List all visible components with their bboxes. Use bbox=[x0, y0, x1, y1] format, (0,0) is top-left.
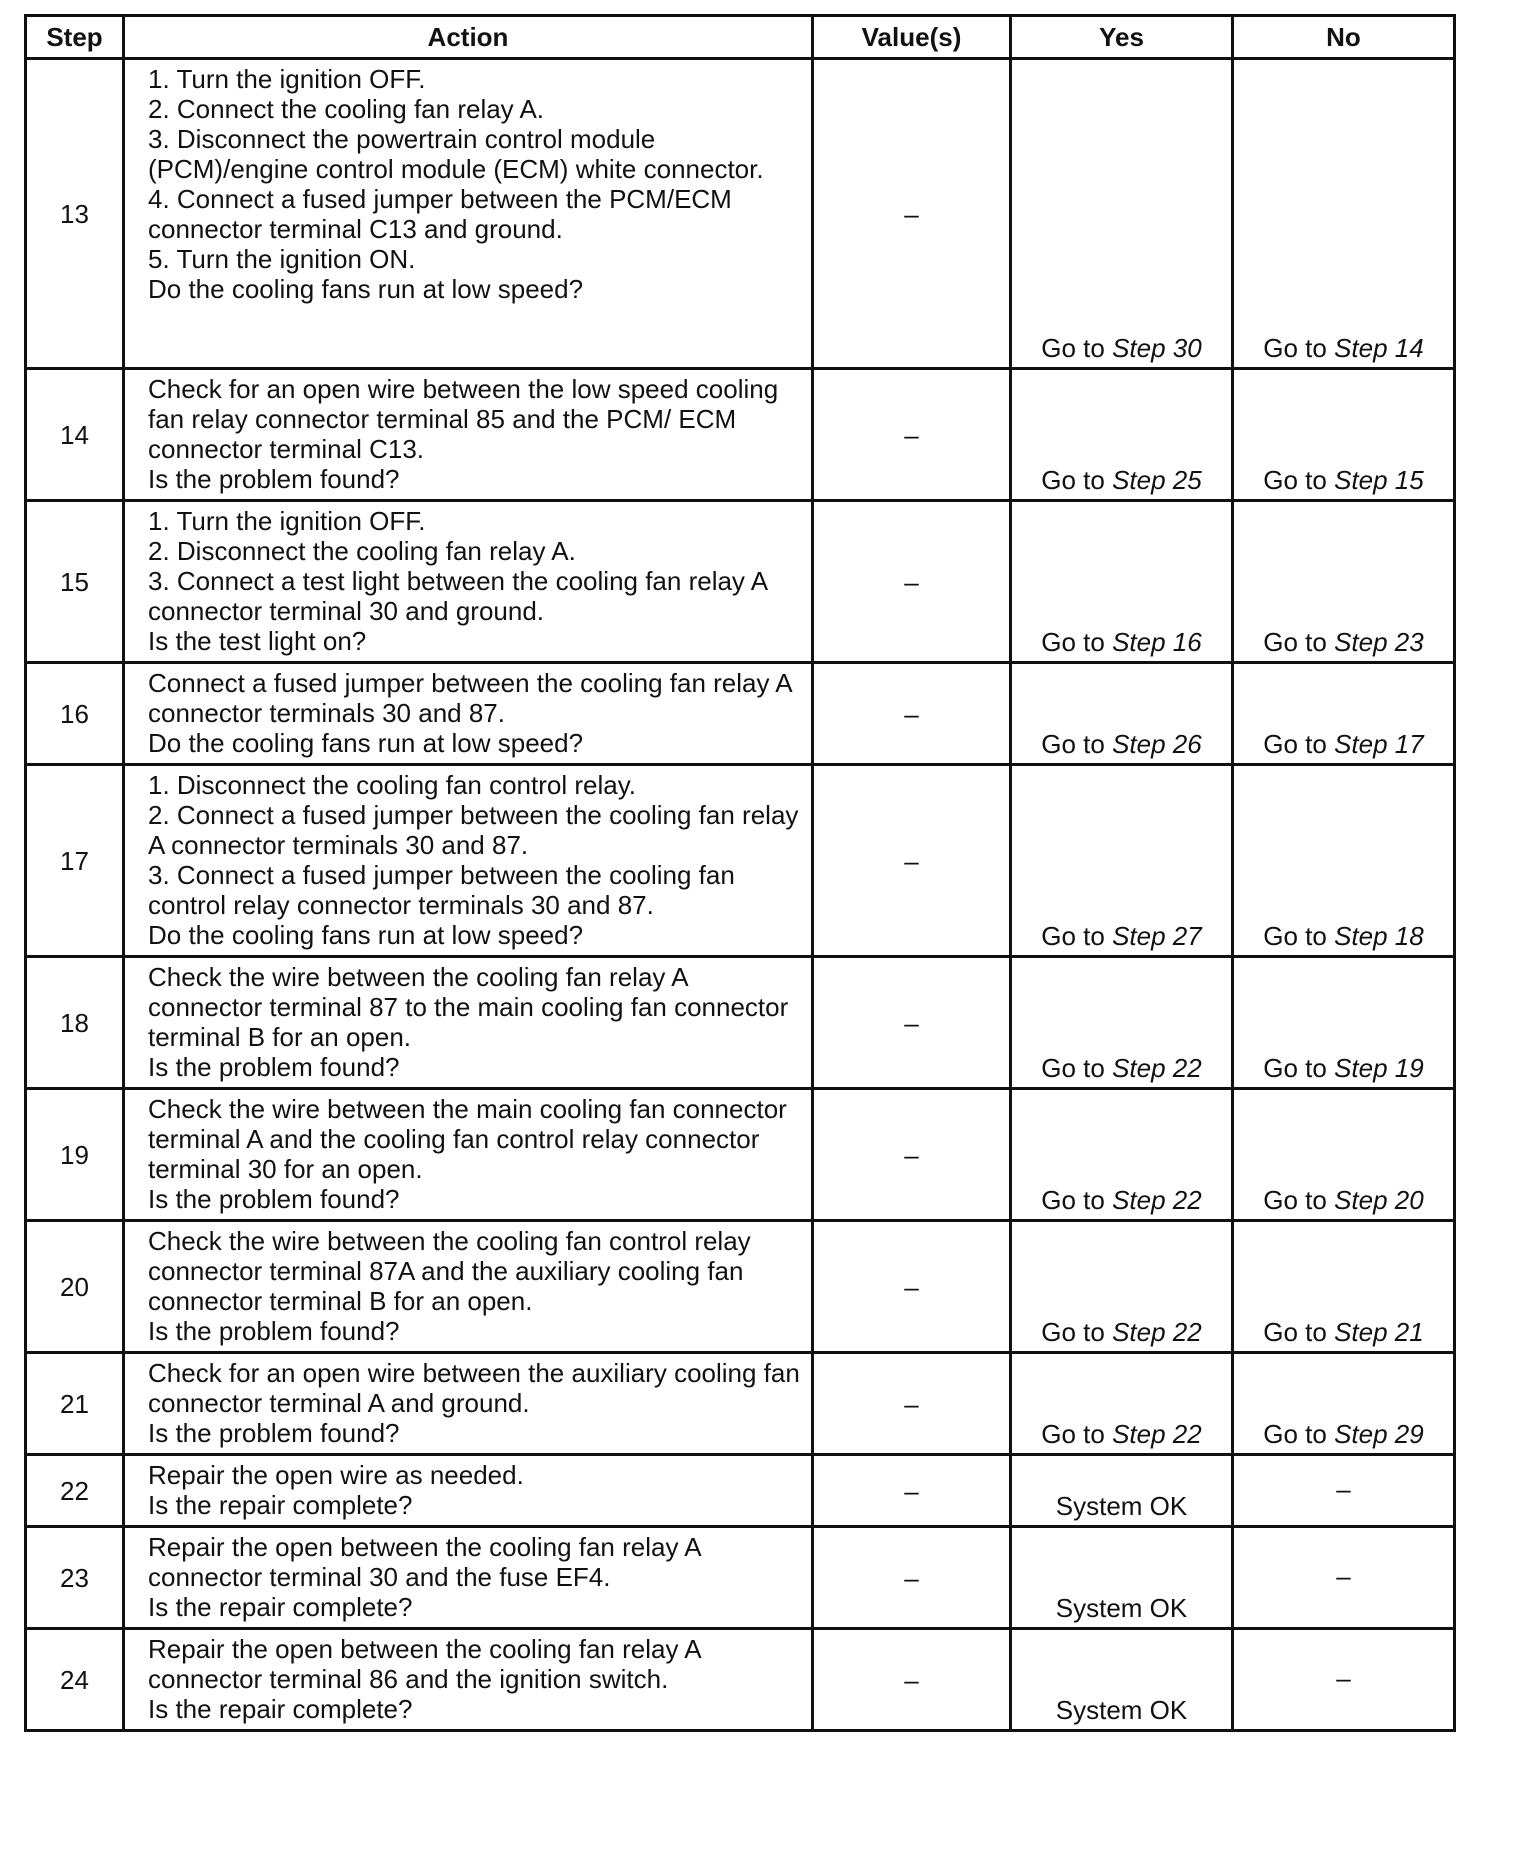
action-text: Repair the open between the cooling fan relay A connector terminal 86 and the ignition switch. bbox=[148, 1634, 701, 1694]
value-cell: – bbox=[813, 59, 1011, 369]
action-question: Is the repair complete? bbox=[148, 1592, 413, 1622]
header-action: Action bbox=[124, 16, 813, 59]
no-prefix: Go to bbox=[1263, 1317, 1335, 1347]
value-cell: – bbox=[813, 1353, 1011, 1455]
action-steps bbox=[148, 64, 803, 274]
no-step-link: Step 18 bbox=[1334, 921, 1424, 951]
yes-prefix: Go to bbox=[1041, 1185, 1113, 1215]
no-step-link: Step 21 bbox=[1334, 1317, 1424, 1347]
no-step-link: Step 14 bbox=[1334, 333, 1424, 363]
action-question: Do the cooling fans run at low speed? bbox=[148, 920, 584, 950]
step-number: 21 bbox=[26, 1353, 124, 1455]
no-cell bbox=[1233, 1221, 1455, 1353]
table-body bbox=[26, 59, 1455, 1731]
value-cell: – bbox=[813, 765, 1011, 957]
value-cell: – bbox=[813, 501, 1011, 663]
action-text: Check the wire between the main cooling fan connector terminal A and the cooling fan control relay connector terminal 30 for an open. bbox=[148, 1094, 787, 1184]
action-text: Check the wire between the cooling fan relay A connector terminal 87 to the main cooling fan connector terminal B for an open. bbox=[148, 962, 789, 1052]
header-yes: Yes bbox=[1011, 16, 1233, 59]
value-cell: – bbox=[813, 663, 1011, 765]
action-step bbox=[148, 94, 803, 124]
action-step bbox=[148, 800, 803, 860]
table-row bbox=[26, 1455, 1455, 1527]
yes-step-link: Step 30 bbox=[1112, 333, 1202, 363]
action-cell bbox=[124, 59, 813, 369]
value-cell: – bbox=[813, 1455, 1011, 1527]
action-text: Connect a fused jumper between the cooling fan relay A connector terminals 30 and 87. bbox=[148, 668, 792, 728]
table-row bbox=[26, 663, 1455, 765]
no-cell bbox=[1233, 957, 1455, 1089]
step-number: 13 bbox=[26, 59, 124, 369]
no-prefix: Go to bbox=[1263, 465, 1335, 495]
no-prefix: Go to bbox=[1263, 921, 1335, 951]
action-step-text: 3. Connect a test light between the cooling fan relay A connector terminal 30 and ground. bbox=[148, 566, 767, 626]
header-no: No bbox=[1233, 16, 1455, 59]
action-step-text: 4. Connect a fused jumper between the PCM/ECM connector terminal C13 and ground. bbox=[148, 184, 732, 244]
action-step-text: 1. Disconnect the cooling fan control relay. bbox=[148, 770, 637, 800]
action-text: Check the wire between the cooling fan control relay connector terminal 87A and the auxiliary cooling fan connector terminal B for an open. bbox=[148, 1226, 751, 1316]
no-prefix: Go to bbox=[1263, 627, 1335, 657]
action-question: Is the problem found? bbox=[148, 1316, 400, 1346]
yes-cell: System OK bbox=[1011, 1629, 1233, 1731]
yes-prefix: Go to bbox=[1041, 1419, 1113, 1449]
yes-step-link: Step 22 bbox=[1112, 1317, 1202, 1347]
no-cell bbox=[1233, 663, 1455, 765]
action-cell bbox=[124, 1527, 813, 1629]
yes-cell bbox=[1011, 957, 1233, 1089]
table-row bbox=[26, 501, 1455, 663]
action-step-text: 3. Disconnect the powertrain control module (PCM)/engine control module (ECM) white connector. bbox=[148, 124, 764, 184]
action-question: Do the cooling fans run at low speed? bbox=[148, 728, 584, 758]
table-row bbox=[26, 1221, 1455, 1353]
action-step-text: 2. Connect a fused jumper between the cooling fan relay A connector terminals 30 and 87. bbox=[148, 800, 799, 860]
action-steps bbox=[148, 770, 803, 920]
action-question: Is the problem found? bbox=[148, 464, 400, 494]
yes-cell bbox=[1011, 501, 1233, 663]
yes-cell bbox=[1011, 765, 1233, 957]
action-question: Is the repair complete? bbox=[148, 1694, 413, 1724]
no-prefix: Go to bbox=[1263, 1185, 1335, 1215]
action-step bbox=[148, 506, 803, 536]
yes-cell bbox=[1011, 369, 1233, 501]
action-text: Check for an open wire between the auxiliary cooling fan connector terminal A and ground. bbox=[148, 1358, 800, 1418]
no-cell bbox=[1233, 369, 1455, 501]
yes-prefix: Go to bbox=[1041, 333, 1113, 363]
no-step-link: Step 19 bbox=[1334, 1053, 1424, 1083]
action-cell bbox=[124, 1353, 813, 1455]
no-cell: – bbox=[1233, 1455, 1455, 1527]
value-cell: – bbox=[813, 1089, 1011, 1221]
no-step-link: Step 20 bbox=[1334, 1185, 1424, 1215]
no-cell bbox=[1233, 501, 1455, 663]
table-row bbox=[26, 1089, 1455, 1221]
no-cell bbox=[1233, 765, 1455, 957]
action-step bbox=[148, 770, 803, 800]
yes-step-link: Step 22 bbox=[1112, 1419, 1202, 1449]
table-row bbox=[26, 1629, 1455, 1731]
table-row bbox=[26, 1527, 1455, 1629]
action-step-text: 2. Disconnect the cooling fan relay A. bbox=[148, 536, 576, 566]
yes-step-link: Step 16 bbox=[1112, 627, 1202, 657]
yes-step-link: Step 22 bbox=[1112, 1185, 1202, 1215]
action-step-text: 3. Connect a fused jumper between the cooling fan control relay connector terminals 30 and 87. bbox=[148, 860, 735, 920]
action-step bbox=[148, 860, 803, 920]
yes-step-link: Step 22 bbox=[1112, 1053, 1202, 1083]
yes-prefix: Go to bbox=[1041, 921, 1113, 951]
action-step bbox=[148, 536, 803, 566]
step-number: 23 bbox=[26, 1527, 124, 1629]
step-number: 22 bbox=[26, 1455, 124, 1527]
yes-step-link: Step 27 bbox=[1112, 921, 1202, 951]
action-question: Is the test light on? bbox=[148, 626, 367, 656]
action-step bbox=[148, 244, 803, 274]
action-steps bbox=[148, 506, 803, 626]
yes-prefix: Go to bbox=[1041, 1317, 1113, 1347]
yes-step-link: Step 25 bbox=[1112, 465, 1202, 495]
action-question: Is the repair complete? bbox=[148, 1490, 413, 1520]
action-cell bbox=[124, 765, 813, 957]
yes-cell: System OK bbox=[1011, 1527, 1233, 1629]
table-row bbox=[26, 957, 1455, 1089]
action-step bbox=[148, 184, 803, 244]
step-number: 18 bbox=[26, 957, 124, 1089]
yes-cell bbox=[1011, 1221, 1233, 1353]
action-text: Repair the open wire as needed. bbox=[148, 1460, 524, 1490]
yes-prefix: Go to bbox=[1041, 465, 1113, 495]
table-row bbox=[26, 59, 1455, 369]
no-prefix: Go to bbox=[1263, 1419, 1335, 1449]
no-step-link: Step 23 bbox=[1334, 627, 1424, 657]
no-cell bbox=[1233, 1353, 1455, 1455]
yes-cell: System OK bbox=[1011, 1455, 1233, 1527]
value-cell: – bbox=[813, 957, 1011, 1089]
no-prefix: Go to bbox=[1263, 1053, 1335, 1083]
yes-cell bbox=[1011, 1089, 1233, 1221]
value-cell: – bbox=[813, 369, 1011, 501]
no-cell: – bbox=[1233, 1527, 1455, 1629]
table-row bbox=[26, 369, 1455, 501]
value-cell: – bbox=[813, 1629, 1011, 1731]
no-prefix: Go to bbox=[1263, 729, 1335, 759]
action-cell bbox=[124, 1221, 813, 1353]
no-step-link: Step 15 bbox=[1334, 465, 1424, 495]
step-number: 14 bbox=[26, 369, 124, 501]
action-text: Check for an open wire between the low speed cooling fan relay connector terminal 85 and the PCM/ ECM connector terminal C13. bbox=[148, 374, 779, 464]
step-number: 24 bbox=[26, 1629, 124, 1731]
no-prefix: Go to bbox=[1263, 333, 1335, 363]
diagnostic-table bbox=[24, 14, 1456, 1732]
step-number: 17 bbox=[26, 765, 124, 957]
table-row bbox=[26, 1353, 1455, 1455]
yes-prefix: Go to bbox=[1041, 627, 1113, 657]
action-question: Is the problem found? bbox=[148, 1184, 400, 1214]
action-cell bbox=[124, 1089, 813, 1221]
action-question: Do the cooling fans run at low speed? bbox=[148, 274, 584, 304]
yes-prefix: Go to bbox=[1041, 729, 1113, 759]
action-cell bbox=[124, 957, 813, 1089]
action-step bbox=[148, 566, 803, 626]
action-text: Repair the open between the cooling fan relay A connector terminal 30 and the fuse EF4. bbox=[148, 1532, 701, 1592]
action-step bbox=[148, 64, 803, 94]
action-cell bbox=[124, 369, 813, 501]
yes-cell bbox=[1011, 59, 1233, 369]
action-question: Is the problem found? bbox=[148, 1418, 400, 1448]
action-step bbox=[148, 124, 803, 184]
action-step-text: 1. Turn the ignition OFF. bbox=[148, 64, 426, 94]
action-cell bbox=[124, 1455, 813, 1527]
yes-cell bbox=[1011, 1353, 1233, 1455]
action-step-text: 2. Connect the cooling fan relay A. bbox=[148, 94, 545, 124]
yes-prefix: Go to bbox=[1041, 1053, 1113, 1083]
header-row bbox=[26, 16, 1455, 59]
table-row bbox=[26, 765, 1455, 957]
header-values: Value(s) bbox=[813, 16, 1011, 59]
value-cell: – bbox=[813, 1527, 1011, 1629]
step-number: 15 bbox=[26, 501, 124, 663]
no-step-link: Step 29 bbox=[1334, 1419, 1424, 1449]
action-cell bbox=[124, 663, 813, 765]
no-cell bbox=[1233, 1089, 1455, 1221]
action-cell bbox=[124, 501, 813, 663]
action-cell bbox=[124, 1629, 813, 1731]
no-cell bbox=[1233, 59, 1455, 369]
yes-cell bbox=[1011, 663, 1233, 765]
action-step-text: 1. Turn the ignition OFF. bbox=[148, 506, 426, 536]
yes-step-link: Step 26 bbox=[1112, 729, 1202, 759]
action-question: Is the problem found? bbox=[148, 1052, 400, 1082]
action-step-text: 5. Turn the ignition ON. bbox=[148, 244, 416, 274]
step-number: 20 bbox=[26, 1221, 124, 1353]
no-cell: – bbox=[1233, 1629, 1455, 1731]
value-cell: – bbox=[813, 1221, 1011, 1353]
step-number: 16 bbox=[26, 663, 124, 765]
header-step: Step bbox=[26, 16, 124, 59]
no-step-link: Step 17 bbox=[1334, 729, 1424, 759]
step-number: 19 bbox=[26, 1089, 124, 1221]
